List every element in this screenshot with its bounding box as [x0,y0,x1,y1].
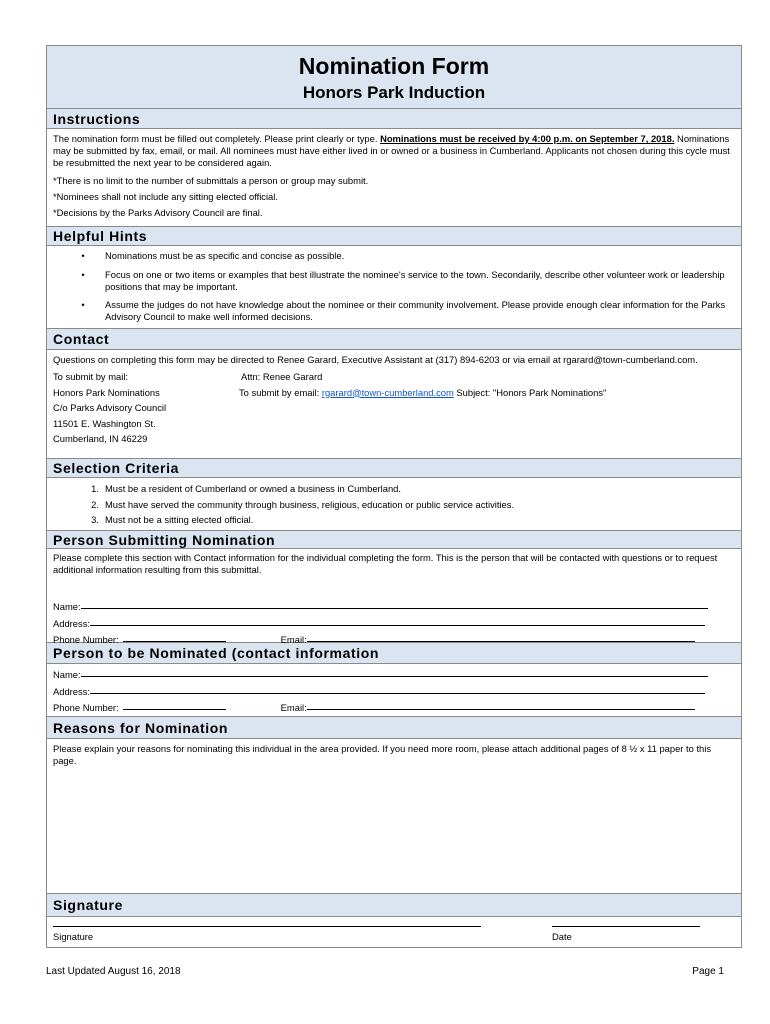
instructions-note: *Nominees shall not include any sitting elected official. [53,191,278,202]
signature-heading: Signature [47,893,741,917]
reasons-instructions: Please explain your reasons for nominating this individual in the area provided. If you need more room, please attach additional pages of 8 ½ x 11 paper to this page. [53,743,712,766]
instructions-paragraph: The nomination form must be filled out completely. Please print clearly or type. Nominations must be received by 4:00 p.m. on September 7, 2018. Nominations may be submitted by fax, email, or mail. All nominees must have either lived in or owned or a business in Cumberland. Applicants not chosen during this cycle must be resubmitted the next year to be considered again. [53,133,730,168]
submitter-phone-field[interactable] [123,632,226,642]
criteria-item: 1. Must be a resident of Cumberland or owned a business in Cumberland. [91,483,401,494]
criteria-item: 3. Must not be a sitting elected official. [91,514,254,525]
instructions-note: *Decisions by the Parks Advisory Council are final. [53,207,263,218]
criteria-body [47,478,741,530]
bullet-icon: • [81,269,85,280]
nominee-phone-field[interactable] [123,700,226,710]
signature-body [47,917,741,947]
contact-email-link[interactable]: rgarard@town-cumberland.com [321,386,454,398]
hint-item: • Nominations must be as specific and concise as possible. [61,250,735,262]
nominee-address-field[interactable] [90,684,705,694]
bullet-icon: • [81,250,85,261]
criteria-item: 2. Must have served the community through business, religious, education or public service activities. [91,498,515,510]
submitter-body [47,549,741,645]
address-line: 11501 E. Washington St. [53,417,156,429]
page-number: Page 1 [692,966,724,977]
nominee-name-field[interactable] [81,667,708,677]
hints-heading: Helpful Hints [47,226,741,246]
address-label: Address: [53,617,90,629]
reasons-heading: Reasons for Nomination [47,716,741,739]
instructions-body [47,129,741,226]
address-label: Address: [53,685,90,697]
submitter-email-field[interactable] [307,632,695,642]
hints-body [47,246,741,328]
nominee-email-field[interactable] [307,700,695,710]
submitter-intro: Please complete this section with Contact information for the individual completing the form. This is the person that will be contacted with questions or to request additional information resulting from this submittal. [53,552,718,575]
reasons-body [47,739,741,893]
attn-line: Attn: Renee Garard [241,371,323,382]
signature-label: Signature [53,931,94,942]
hint-item: • Assume the judges do not have knowledge about the nominee or their community involvement. Please provide enough clear information for the Parks Advisory Council to make well informed decisions. [61,299,735,323]
submitter-address-field[interactable] [90,616,705,626]
submitter-name-field[interactable] [81,599,708,609]
date-field[interactable] [552,917,700,927]
contact-heading: Contact [47,328,741,350]
form-title: Nomination Form [298,53,490,79]
mail-label: To submit by mail: [53,371,129,382]
criteria-heading: Selection Criteria [47,458,741,478]
signature-field[interactable] [53,917,481,927]
name-label: Name: [53,601,81,612]
address-line: Honors Park Nominations [53,386,160,398]
nominee-heading: Person to be Nominated (contact information [47,642,741,664]
contact-intro: Questions on completing this form may be directed to Renee Garard, Executive Assistant at (317) 894-6203 or via email at rgarard@town-cumberland.com. [53,354,698,365]
nominee-body [47,664,741,716]
name-label: Name: [53,669,81,680]
reasons-text-area[interactable] [53,767,735,885]
bullet-icon: • [81,299,85,310]
nomination-form [46,45,742,948]
contact-body [47,350,741,458]
form-header [47,46,741,109]
email-submit-label: To submit by email: [239,386,322,398]
phone-label: Phone Number: [53,634,119,645]
instructions-heading: Instructions [47,109,741,129]
address-line: Cumberland, IN 46229 [53,433,148,444]
date-label: Date [552,931,572,942]
hint-item: • Focus on one or two items or examples that best illustrate the nominee's service to the town. Secondarily, describe other volunteer work or leadership positions that may be important. [61,269,735,293]
phone-label: Phone Number: [53,702,119,713]
form-subtitle: Honors Park Induction [302,83,486,102]
email-label: Email: [280,702,307,713]
address-line: C/o Parks Advisory Council [53,402,167,413]
last-updated: Last Updated August 16, 2018 [46,966,181,977]
email-subject: Subject: "Honors Park Nominations" [453,386,607,398]
submitter-heading: Person Submitting Nomination [47,530,741,549]
instructions-note: *There is no limit to the number of submittals a person or group may submit. [53,175,369,186]
deadline-text: Nominations must be received by 4:00 p.m. on September 7, 2018. [380,133,675,144]
email-label: Email: [280,634,307,645]
